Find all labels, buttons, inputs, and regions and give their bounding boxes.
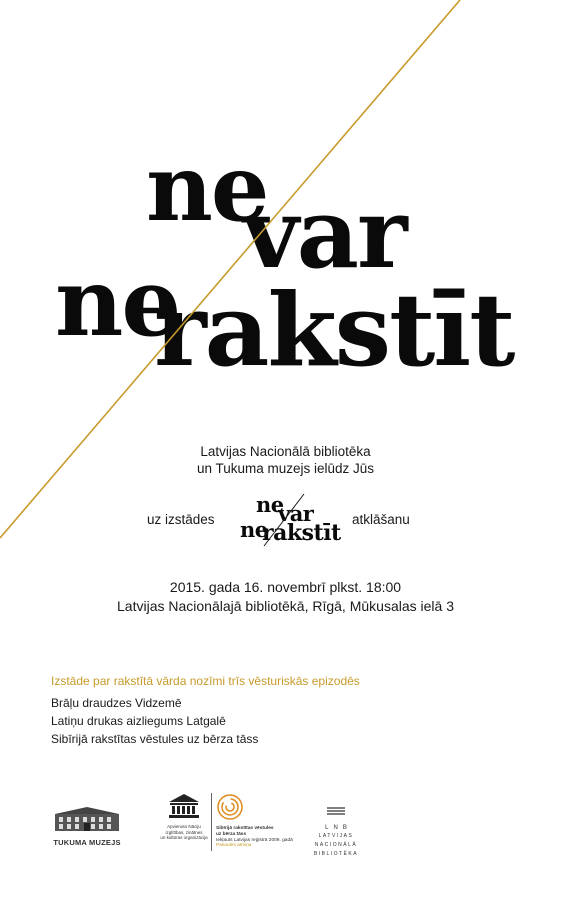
event-details — [0, 578, 571, 616]
mini-title-ne-bottom: ne — [240, 517, 268, 542]
episode-item: Latiņu drukas aizliegums Latgalē — [51, 714, 226, 728]
episodes-list — [51, 694, 258, 748]
unesco-temple-icon — [167, 793, 201, 819]
lnb-abbr: LNB — [325, 825, 352, 831]
title-rakstit: rakstīt — [154, 271, 514, 389]
mini-title-var: var — [278, 501, 314, 526]
episode-item: Brāļu draudzes Vidzemē — [51, 696, 182, 710]
memory-line-2: uz bērza tāss — [216, 831, 247, 837]
unesco-line-2: izglītības, zinātnes — [165, 829, 203, 835]
title-ne-bottom: ne — [55, 248, 180, 358]
museum-building-icon — [51, 806, 123, 832]
memory-line-gold: Pasaules atmiņa — [216, 843, 252, 849]
title-var: var — [243, 177, 406, 290]
event-date: 2015. gada 16. novembrī plkst. 18:00 — [169, 579, 402, 595]
unesco-logo — [158, 793, 210, 841]
memory-line-1: Sibīrijā rakstītas vēstules — [216, 826, 274, 831]
memory-circles-icon — [216, 793, 244, 821]
memory-of-world-logo — [216, 793, 306, 849]
event-venue: Latvijas Nacionālajā bibliotēkā, Rīgā, Mūkusalas ielā 3 — [117, 598, 454, 614]
tukuma-muzejs-logo — [51, 806, 123, 847]
mini-title-ne-top: ne — [256, 492, 284, 517]
tukuma-label: TUKUMA MUZEJS — [53, 838, 121, 847]
mini-title-rakstit: rakstīt — [262, 520, 341, 546]
lnb-logo — [310, 803, 362, 858]
memory-line-3: Iekļauts Latvijas reģistrā 2009. gadā — [216, 837, 293, 843]
invitation-line-2: un Tukuma muzejs ielūdz Jūs — [196, 461, 375, 476]
episodes-heading: Izstāde par rakstītā vārda nozīmi trīs vēsturiskās epizodēs — [51, 674, 360, 688]
title-ne-top: ne — [146, 134, 268, 242]
unesco-line-3: un kultūras organizācija — [160, 835, 208, 840]
invitation-left-text: uz izstādes — [147, 512, 215, 527]
episode-item: Sibīrijā rakstītas vēstules uz bērza tāss — [51, 732, 259, 746]
lnb-mark-icon — [326, 806, 346, 816]
lnb-name-line-1: LATVIJAS — [318, 833, 354, 839]
lnb-name-line-2: NACIONĀLĀ — [314, 842, 358, 848]
invitation-line-1: Latvijas Nacionālā bibliotēka — [200, 444, 371, 459]
invitation-right-text: atklāšanu — [352, 512, 410, 527]
unesco-line-1: Apvienoto Nāciju — [167, 824, 201, 829]
lnb-name-line-3: BIBLIOTĒKA — [313, 851, 359, 857]
logo-divider — [211, 793, 212, 851]
